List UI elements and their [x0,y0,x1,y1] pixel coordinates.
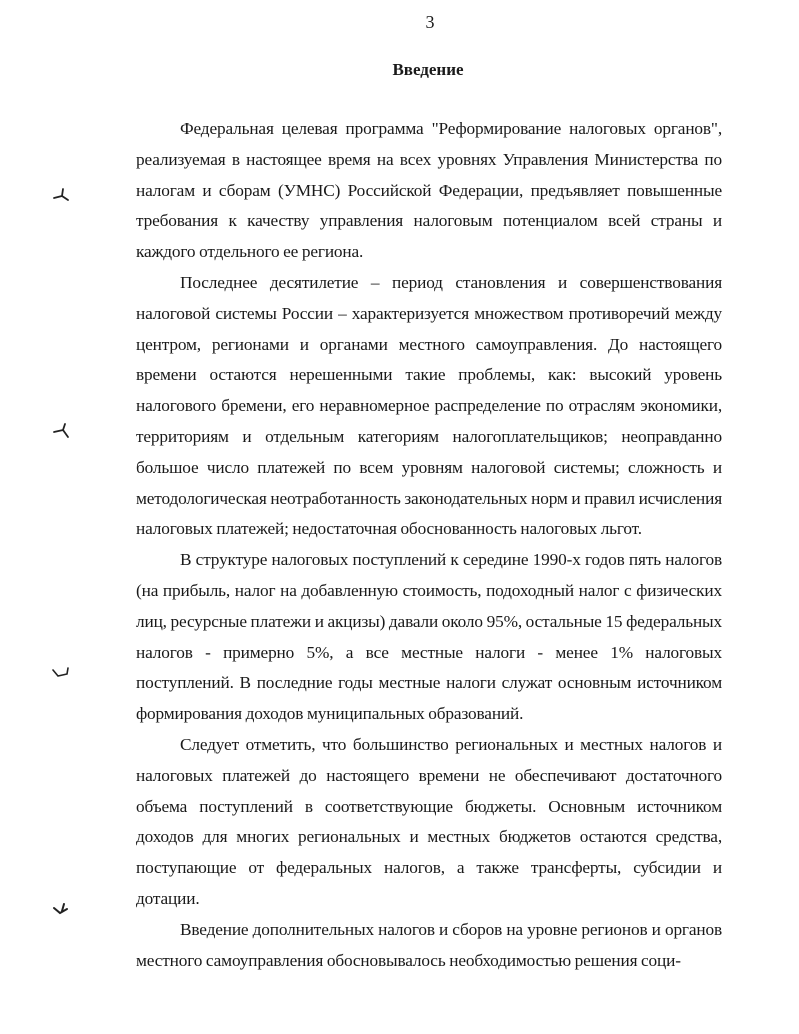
paragraph-4: Следует отметить, что большинство региональных и местных налогов и налоговых платежей до настоящего времени не обеспечивают достаточного объема поступлений в соответствующие бюджеты. Основным источником доходов для многих региональных и местных бюджетов остаются средства, поступающие от федеральных налогов, а также трансферты, субсидии и дотации. [136,734,722,908]
margin-tick-mark-icon [52,422,70,440]
margin-tick-mark-icon [52,186,70,204]
margin-tick-mark-icon [52,900,70,918]
text-column [136,114,722,976]
page-number: 3 [425,12,435,32]
margin-tick-mark-icon [52,664,70,682]
paragraph-5: Введение дополнительных налогов и сборов на уровне регионов и органов местного самоуправления обосновывалось необходимостью решения соци- [136,919,722,970]
paragraph-2: Последнее десятилетие – период становления и совершенствования налоговой системы России – характеризуется множеством противоречий между центром, регионами и органами местного самоуправления. До настоящего времени остаются нерешенными такие проблемы, как: высокий уровень налогового бремени, его неравномерное распределение по отраслям экономики, территориям и отдельным категориям налогоплательщиков; неоправданно большое число платежей по всем уровням налоговой системы; сложность и методологическая неотработанность законодательных норм и правил исчисления налоговых платежей; недостаточная обоснованность налоговых льгот. [136,272,722,539]
section-title: Введение [392,60,464,79]
paragraph-1: Федеральная целевая программа "Реформирование налоговых органов", реализуемая в настоящее время на всех уровнях Управления Министерства по налогам и сборам (УМНС) Российской Федерации, предъявляет повышенные требования к качеству управления налоговым потенциалом всей страны и каждого отдельного ее региона. [136,119,722,262]
paragraph-3: В структуре налоговых поступлений к середине 1990-х годов пять налогов (на прибыль, налог на добавленную стоимость, подоходный налог с физических лиц, ресурсные платежи и акцизы) давали около 95%, остальные 15 федеральных налогов - примерно 5%, а все местные налоги - менее 1% налоговых поступлений. В последние годы местные налоги служат основным источником формирования доходов муниципальных образований. [136,550,722,724]
